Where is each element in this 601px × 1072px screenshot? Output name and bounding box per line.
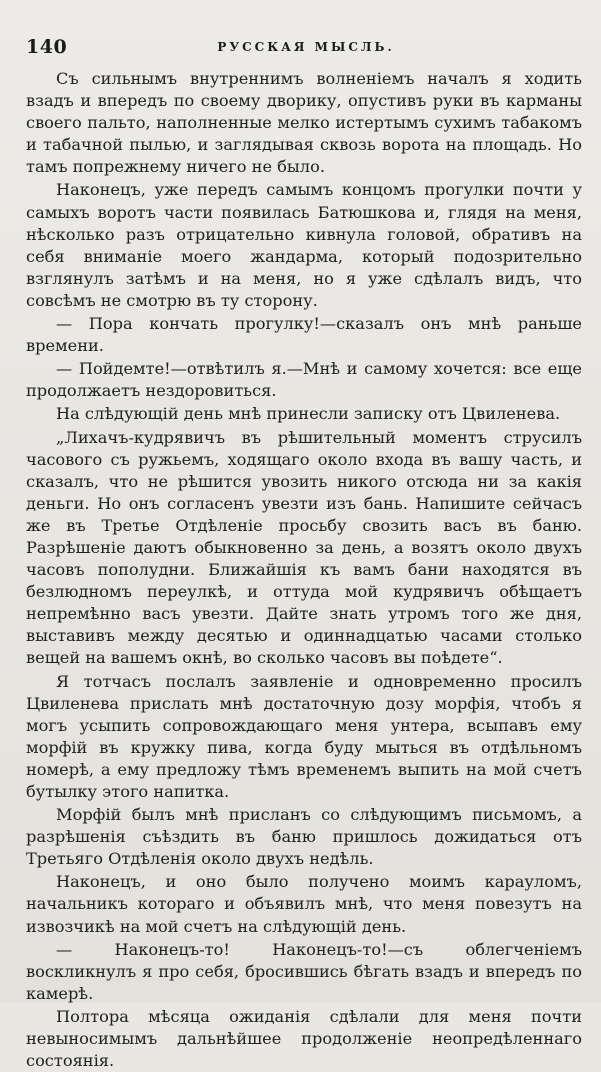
paragraph: Я тотчасъ послалъ заявленіе и одновременно просилъ Цвиленева прислать мнѣ достаточную дозу морфія, чтобъ я могъ усыпить сопровождающаго меня унтера, всыпавъ ему морфій въ кружку пива, когда буду мыться въ отдѣльномъ номерѣ, а ему предложу тѣмъ временемъ выпить на мой счетъ бутылку этого напитка. bbox=[26, 671, 582, 801]
paragraph: — Наконецъ-то! Наконецъ-то!—съ облегченіемъ воскликнулъ я про себя, бросившись бѣгать взадъ и впередъ по камерѣ. bbox=[26, 939, 582, 1003]
paragraph: — Пора кончать прогулку!—сказалъ онъ мнѣ раньше времени. bbox=[26, 314, 582, 356]
paragraph: Наконецъ, уже передъ самымъ концомъ прогулки почти у самыхъ воротъ части появилась Батюшкова и, глядя на меня, нѣсколько разъ отрицательно кивнула головой, обративъ на себя вниманіе моего жандарма, который подозрительно взглянулъ затѣмъ и на меня, но я уже сдѣлалъ видъ, что совсѣмъ не смотрю въ ту сторону. bbox=[26, 180, 582, 310]
paragraph: Съ сильнымъ внутреннимъ волненіемъ началъ я ходить взадъ и впередъ по своему дворику, опустивъ руки въ карманы своего пальто, наполненные мелко истертымъ сухимъ табакомъ и табачной пылью, и заглядывая сквозь ворота на площадь. Но тамъ попрежнему ничего не было. bbox=[26, 69, 582, 177]
paragraph: На слѣдующій день мнѣ принесли записку отъ Цвиленева. bbox=[56, 404, 561, 424]
paragraph: — Пойдемте!—отвѣтилъ я.—Мнѣ и самому хочется: все еще продолжаетъ нездоровиться. bbox=[26, 359, 582, 401]
page-number: 140 bbox=[26, 36, 68, 58]
page-header bbox=[26, 34, 586, 64]
body-text bbox=[26, 68, 582, 1072]
running-title: РУССКАЯ МЫСЛЬ. bbox=[217, 40, 395, 54]
paragraph: Наконецъ, и оно было получено моимъ карауломъ, начальникъ котораго и объявилъ мнѣ, что меня повезутъ на извозчикѣ на мой счетъ на слѣдующій день. bbox=[26, 872, 582, 936]
paragraph: Полтора мѣсяца ожиданія сдѣлали для меня почти невыносимымъ дальнѣйшее продолженіе неопредѣленнаго состоянія. bbox=[26, 1006, 582, 1071]
paragraph: Морфій былъ мнѣ присланъ со слѣдующимъ письмомъ, а разрѣшенія съѣздить въ баню пришлось дожидаться отъ Третьяго Отдѣленія около двухъ недѣль. bbox=[26, 805, 582, 869]
paragraph: „Лихачъ-кудрявичъ въ рѣшительный моментъ струсилъ часового съ ружьемъ, ходящаго около входа въ вашу часть, и сказалъ, что не рѣшится увозить никого отсюда ни за какія деньги. Но онъ согласенъ увезти изъ бань. Напишите сейчасъ же въ Третье Отдѣленіе просьбу свозить васъ въ баню. Разрѣшеніе даютъ обыкновенно за день, а возятъ около двухъ часовъ пополудни. Ближайшія къ вамъ бани находятся въ безлюдномъ переулкѣ, и оттуда мой кудрявичъ обѣщаетъ непремѣнно васъ увезти. Дайте знать утромъ того же дня, выставивъ между десятью и одиннадцатью часами столько вещей на вашемъ окнѣ, во сколько часовъ вы поѣдете“. bbox=[26, 427, 582, 668]
